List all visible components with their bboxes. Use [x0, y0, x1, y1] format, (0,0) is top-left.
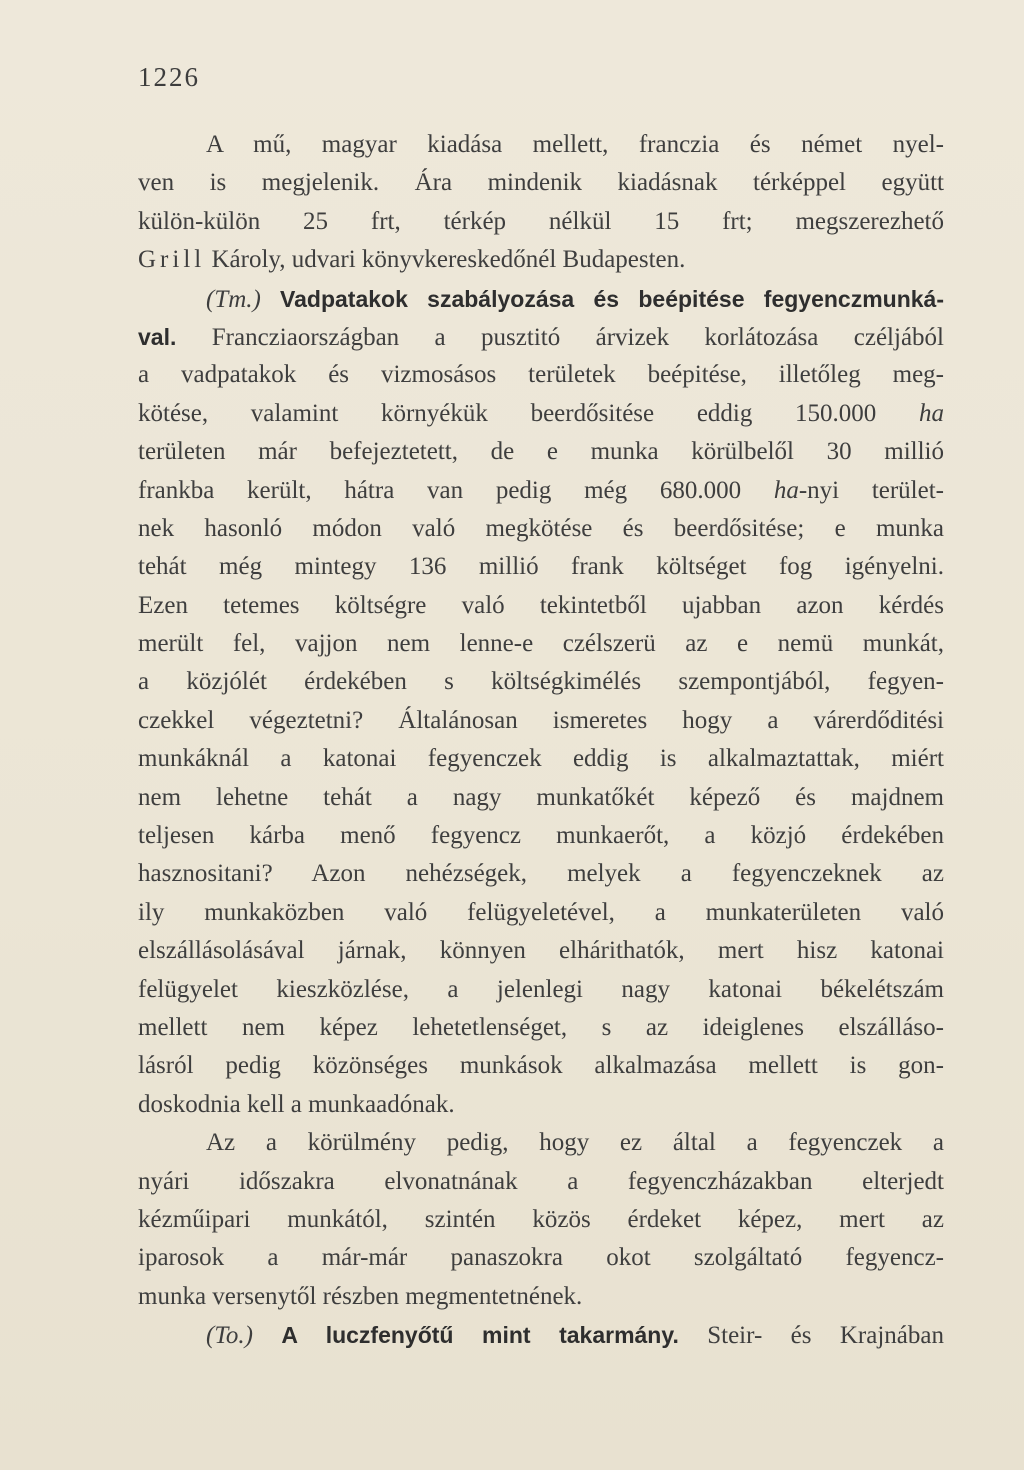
text-line: a közjólét érdekében s költségkimélés szempontjából, fegyen-: [138, 668, 944, 696]
section-heading-end: val.: [138, 323, 177, 350]
text-line: mellett nem képez lehetetlenséget, s az ideiglenes elszálláso-: [138, 1013, 944, 1041]
text-line: doskodnia kell a munkaadónak.: [138, 1090, 455, 1118]
unit-ha: ha: [773, 476, 799, 504]
text-line: ily munkaközben való felügyeletével, a munkaterületen való: [138, 898, 944, 926]
text-line: [138, 280, 944, 318]
text-line: munkáknál a katonai fegyenczek eddig is alkalmaztattak, miért: [138, 745, 944, 773]
section-abbrev: (To.): [206, 1322, 254, 1350]
body-text: [138, 126, 944, 1355]
text-line: felügyelet kieszközlése, a jelenlegi nagy katonai békelétszám: [138, 975, 944, 1003]
text-line: ven is megjelenik. Ára mindenik kiadásnak térképpel együtt: [138, 169, 944, 197]
text-line: Ezen tetemes költségre való tekintetből ujabban azon kérdés: [138, 591, 944, 619]
text-line: elszállásolásával járnak, könnyen elhárithatók, mert hisz katonai: [138, 937, 944, 965]
text-line: tehát még mintegy 136 millió frank költséget fog igényelni.: [138, 553, 944, 581]
text-line: iparosok a már-már panaszokra okot szolgáltató fegyencz-: [138, 1244, 944, 1272]
unit-ha: ha: [919, 399, 944, 427]
text-line: a vadpatakok és vizmosásos területek beépitése, illetőleg meg-: [138, 361, 944, 389]
text-line: (To.) A luczfenyőtű mint takarmány. Steir- és Krajnában: [206, 1322, 944, 1350]
text-line: lásról pedig közönséges munkások alkalmazása mellett is gon-: [138, 1052, 944, 1080]
text-line: nem lehetne tehát a nagy munkatőkét képező és majdnem: [138, 783, 944, 811]
text-line: nek hasonló módon való megkötése és beerdősitése; e munka: [138, 514, 944, 542]
text-line: hasznositani? Azon nehézségek, melyek a fegyenczeknek az: [138, 860, 944, 888]
text-line: czekkel végeztetni? Általánosan ismeretes hogy a várerdőditési: [138, 706, 944, 734]
text-line: A mű, magyar kiadása mellett, franczia és német nyel-: [206, 131, 944, 158]
text-line: kötése, valamint környékük beerdősitése eddig 150.000 ha: [138, 399, 944, 427]
text-line: Grill Károly, udvari könyvkereskedőnél Budapesten.: [138, 246, 686, 274]
page-number: 1226: [138, 62, 200, 92]
spaced-name: Grill: [138, 246, 206, 274]
text-line: merült fel, vajjon nem lenne-e czélszerü az e nemü munkát,: [138, 630, 944, 658]
text-line: frankba került, hátra van pedig még 680.000 ha-nyi terület-: [138, 476, 944, 504]
section-heading: A luczfenyőtű mint takarmány.: [281, 1322, 679, 1349]
text-line: területen már befejeztetett, de e munka körülbelől 30 millió: [138, 438, 944, 466]
section-heading: Vadpatakok szabályozása és beépitése fegyenczmunká-: [280, 285, 944, 312]
section-abbrev: (Tm.): [206, 285, 261, 313]
text-line: nyári időszakra elvonatnának a fegyenczházakban elterjedt: [138, 1167, 944, 1195]
text-line: Az a körülmény pedig, hogy ez által a fegyenczek a: [206, 1129, 944, 1157]
text-line: munka versenytől részben megmentetnének.: [138, 1282, 583, 1310]
text-line: kézműipari munkától, szintén közös érdeket képez, mert az: [138, 1205, 944, 1233]
text-line: val. Francziaországban a pusztitó árvizek korlátozása czéljából: [138, 323, 944, 351]
text-line: külön-külön 25 frt, térkép nélkül 15 frt; megszerezhető: [138, 207, 944, 235]
text-line: teljesen kárba menő fegyencz munkaerőt, a közjó érdekében: [138, 822, 944, 850]
